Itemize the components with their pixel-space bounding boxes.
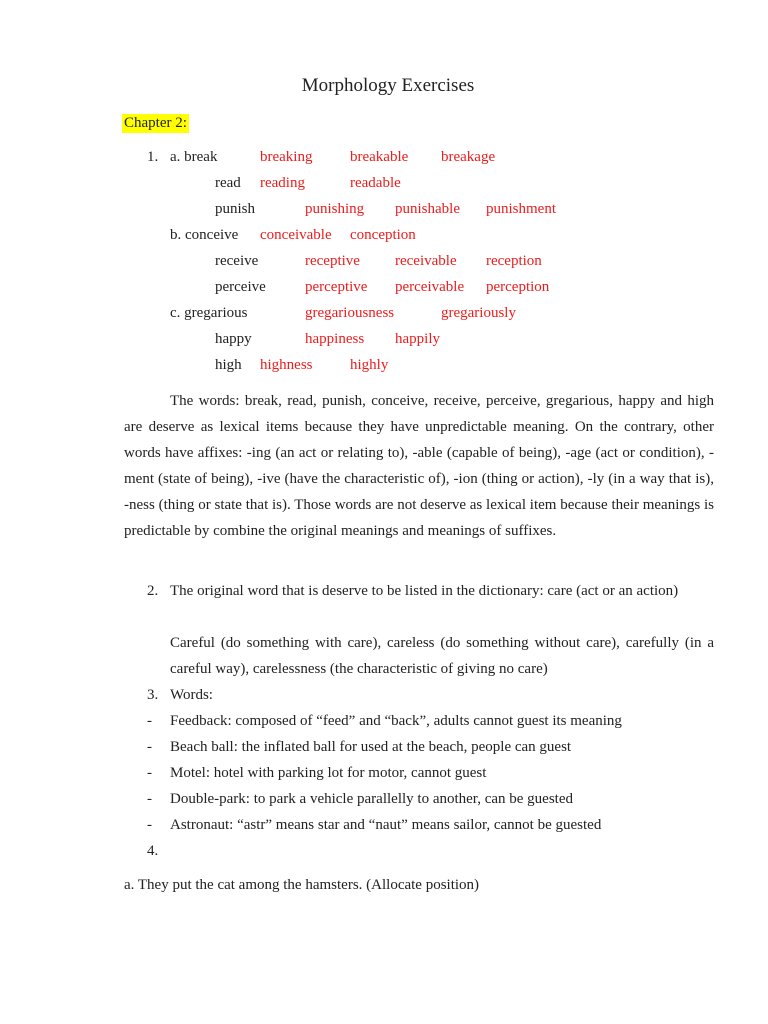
question-number: 3.: [147, 687, 159, 703]
word-label: receive: [215, 253, 259, 269]
derived-form: perception: [486, 279, 550, 295]
word-label: perceive: [215, 279, 266, 295]
derived-form: punishing: [305, 201, 365, 217]
derived-form: highly: [350, 357, 389, 373]
question-2-text: The original word that is deserve to be listed in the dictionary: care (act or an action): [170, 583, 679, 599]
bullet: -: [147, 739, 152, 755]
derived-form: reception: [486, 253, 542, 269]
word-label: b. conceive: [170, 227, 239, 243]
derived-form: receptive: [305, 253, 360, 269]
list-item: Astronaut: “astr” means star and “naut” means sailor, cannot be guested: [170, 817, 602, 833]
list-item: Feedback: composed of “feed” and “back”, adults cannot guest its meaning: [170, 713, 622, 729]
list-item: Beach ball: the inflated ball for used at the beach, people can guest: [170, 739, 572, 755]
derived-form: perceivable: [395, 279, 465, 295]
question-number: 1.: [147, 149, 159, 165]
derived-form: breakage: [441, 149, 496, 165]
bullet: -: [147, 713, 152, 729]
derived-form: readable: [350, 175, 401, 191]
question-number: 2.: [147, 583, 159, 599]
bullet: -: [147, 817, 152, 833]
bullet: -: [147, 765, 152, 781]
word-label: c. gregarious: [170, 305, 248, 321]
derived-form: conception: [350, 227, 416, 243]
derived-form: gregariously: [441, 305, 516, 321]
question-3-heading: Words:: [170, 687, 213, 703]
question-4-item-a: a. They put the cat among the hamsters. (Allocate position): [124, 877, 480, 893]
bullet: -: [147, 791, 152, 807]
derived-form: receivable: [395, 253, 457, 269]
derived-form: breakable: [350, 149, 409, 165]
word-label: punish: [215, 201, 256, 217]
question-number: 4.: [147, 843, 159, 859]
derived-form: conceivable: [260, 227, 332, 243]
derived-form: punishable: [395, 201, 460, 217]
derived-form: reading: [260, 175, 305, 191]
derived-form: gregariousness: [305, 305, 395, 321]
derived-form: perceptive: [305, 279, 368, 295]
page-title: Morphology Exercises: [301, 75, 475, 96]
derived-form: happiness: [305, 331, 365, 347]
explanation-paragraph: The words: break, read, punish, conceive, receive, perceive, gregarious, happy and high are deserve as lexical items because they have unpredictable meaning. On the contrary, other words have affixes: -ing (an act or relating to), -able (capable of being), -age (act or condition), -ment (state of being), -ive (have the characteristic of), -ion (thing or action), -ly (in a way that is), -ness (thing or state that is). Those words are not deserve as lexical item because their meanings is predictable by combine the original meanings and meanings of suffixes.: [124, 393, 714, 539]
word-label: high: [215, 357, 242, 373]
chapter-heading: Chapter 2:: [124, 115, 187, 131]
derived-form: happily: [395, 331, 440, 347]
derived-form: punishment: [486, 201, 556, 217]
word-label: read: [215, 175, 241, 191]
question-2-examples: Careful (do something with care), careless (do something without care), carefully (in a careful way), carelessness (the characteristic of giving no care): [170, 635, 714, 677]
list-item: Motel: hotel with parking lot for motor, cannot guest: [170, 765, 487, 781]
derived-form: breaking: [260, 149, 313, 165]
derived-form: highness: [260, 357, 313, 373]
word-label: happy: [215, 331, 252, 347]
word-label: a. break: [170, 149, 218, 165]
list-item: Double-park: to park a vehicle parallelly to another, can be guested: [170, 791, 573, 807]
